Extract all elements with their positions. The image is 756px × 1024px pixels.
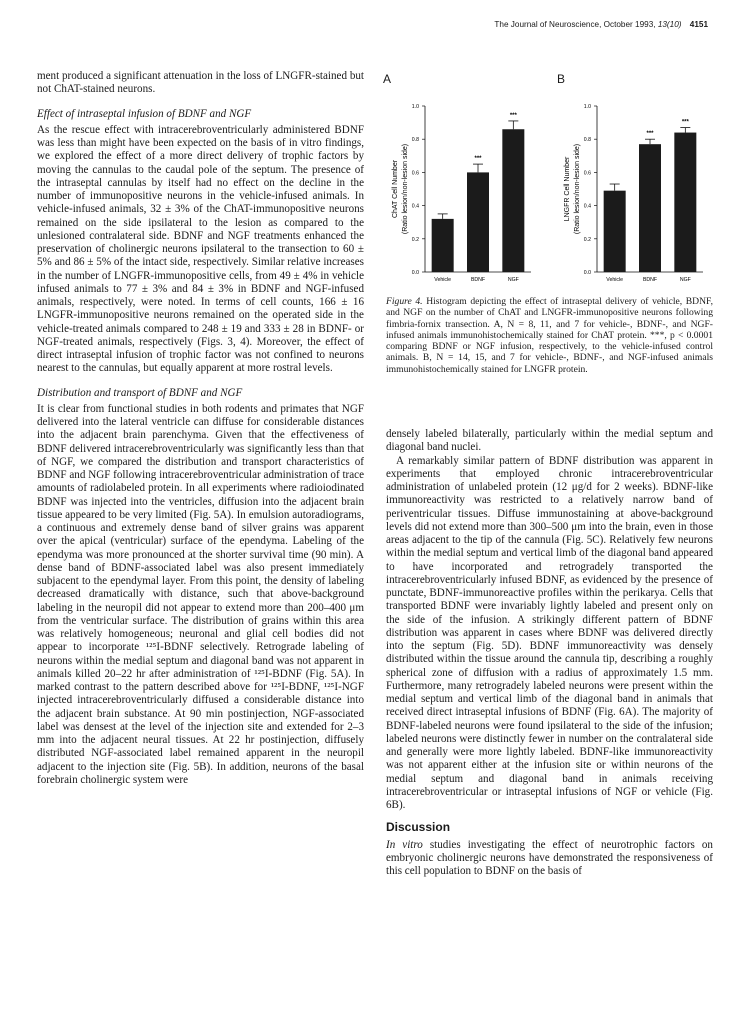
running-header — [494, 20, 708, 29]
y-axis-label: LNGFR Cell Number — [564, 156, 571, 222]
y-tick-label: 0.2 — [583, 236, 591, 243]
panel-label-a: A — [383, 72, 392, 86]
x-tick-label: NGF — [679, 277, 691, 283]
y-tick-label: 0.4 — [411, 203, 419, 210]
y-tick-label: 0.6 — [411, 170, 419, 177]
y-axis-label: (Ratio lesion/non-lesion side) — [402, 143, 409, 235]
bar — [502, 129, 524, 272]
subsection-heading: Distribution and transport of BDNF and NGF — [37, 386, 243, 399]
bar — [639, 144, 661, 272]
journal-name: The Journal of Neuroscience, October 1993, — [494, 20, 656, 29]
paragraph: ment produced a significant attenuation in the loss of LNGFR-stained but not ChAT-stained neurons. — [37, 70, 364, 96]
x-tick-label: Vehicle — [606, 277, 624, 283]
caption-text: Histogram depicting the effect of intraseptal delivery of vehicle, BDNF, and NGF on the number of ChAT and LNGFR-immunopositive neurons following fimbria-fornix transection. A, N = 8, 11, and 7 for vehicle-, BDNF-, and NGF-infused animals immunohistochemically stained for ChAT protein. ***, p < 0.0001 comparing BDNF or NGF infusion, respectively, to the vehicle-infused control animals. B, N = 14, 15, and 7 for vehicle-, BDNF-, and NGF-infused animals immunohistochemically stained for LNGFR protein. — [386, 296, 714, 375]
y-axis-label: (Ratio lesion/non-lesion side) — [574, 143, 581, 235]
y-tick-label: 0.2 — [411, 236, 419, 243]
caption-label: Figure 4. — [386, 296, 423, 307]
y-tick-label: 1.0 — [411, 104, 419, 110]
y-tick-label: 1.0 — [583, 104, 591, 110]
panel-label-b: B — [557, 72, 566, 86]
section-heading: Discussion — [386, 820, 451, 835]
italic-term: In vitro — [386, 838, 423, 851]
bar-chart-chat — [381, 74, 541, 299]
significance-marker: *** — [509, 112, 517, 119]
bar — [604, 191, 626, 272]
paragraph — [386, 839, 713, 879]
bar-chart-lngfr — [553, 74, 713, 299]
y-tick-label: 0.8 — [411, 137, 419, 144]
x-tick-label: BDNF — [470, 277, 486, 283]
figure-caption — [386, 296, 713, 375]
paragraph: A remarkably similar pattern of BDNF distribution was apparent in experiments that employed chronic intracerebroventricular administration of unlabeled protein (12 μg/d for 2 weeks). BDNF-like immunoreactivity was restricted to a relatively narrow band of periventricular tissues. Diffuse immunostaining at above-background levels did not extend more than 300–500 μm into the brain, even in those areas adjacent to the tip of the cannula (Fig. 5C). Relatively few neurons within the medial septum and vertical limb of the diagonal band appeared to have incorporated and retrogradely transported the intracerebroventricularly infused BDNF, as evidenced by the presence of punctate, BDNF-immunoreactive profiles within the perikarya. Cells that transported BDNF were invariably lightly labeled and present only on the side of the infusion. A strikingly different pattern of BDNF distribution was apparent in cases where BDNF was delivered directly into the septum (Fig. 5D). BDNF immunoreactivity was densely distributed within the tissue around the cannula tip, describing a roughly spherical zone of diffusion with a radius of approximately 1.5 mm. Furthermore, many retrogradely labeled neurons were present within the medial septum and vertical limb of the diagonal band in animals that received direct intraseptal infusions of BDNF (Fig. 6A). The majority of BDNF-labeled neurons were found ipsilateral to the side of the infusion; labeled neurons were distinctly fewer in number on the contralateral side and generally were more lightly labeled. BDNF-like immunoreactivity was not apparent either at the infusion site or within neurons of the medial septum and diagonal band in animals receiving intracerebroventricular or intraseptal infusions of NGF or vehicle (Fig. 6B). — [386, 454, 713, 811]
y-tick-label: 0.6 — [583, 170, 591, 177]
x-tick-label: BDNF — [642, 277, 658, 283]
bar — [467, 172, 489, 272]
paragraph-text: studies investigating the effect of neurotrophic factors on embryonic cholinergic neurons have demonstrated the responsiveness of this cell population to BDNF on the basis of — [386, 838, 713, 877]
y-tick-label: 0.0 — [411, 270, 419, 276]
subsection-heading: Effect of intraseptal infusion of BDNF and NGF — [37, 107, 252, 120]
y-axis-label: ChAT Cell Number — [392, 159, 399, 219]
left-column — [37, 70, 364, 787]
paragraph: It is clear from functional studies in both rodents and primates that NGF delivered into the lateral ventricle can diffuse for considerable distances into the adjacent brain parenchyma. Given that the effectiveness of BDNF delivered intracerebroventricularly was significantly less than that of NGF, we compared the distribution and transport characteristics of BDNF and NGF following intracerebroventricular administration of trace amounts of radiolabeled protein. In all experiments where radioiodinated BDNF was injected into the ventricles, diffusion into the adjacent brain tissue appeared to be very limited (Fig. 5A). In emulsion autoradiograms, a continuous and extremely dense band of silver grains was apparent over the apical (ventricular) surface of the ependyma. Labeling of the ependyma was more pronounced at the shorter survival time (90 min). A dense band of BDNF-associated label was also present immediately subjacent to the ependymal layer. From this point, the density of labeling decreased dramatically with distance, such that above-background labeling in the neuropil did not appear to extend more than 200–400 μm from the ventricular surface. The distribution of grains within this area was relatively homogeneous; neuronal and glial cell bodies did not appear to incorporate ¹²⁵I-BDNF selectively. Retrograde labeling of neurons within the medial septum and diagonal band was not apparent in animals killed 20–22 hr after administration of ¹²⁵I-BDNF (Fig. 5A). In marked contrast to the pattern described above for ¹²⁵I-BDNF, ¹²⁵I-NGF injected intracerebroventricularly diffused a considerable distance into the adjacent brain substance. At 90 min postinjection, NGF-associated label was densest at the level of the injection site and extended for 2–3 mm into the adjacent neural tissues. At 22 hr postinjection, diffusely distributed NGF-associated label remained apparent in the neuropil adjacent to the injection site (Fig. 5B). In addition, neurons of the basal forebrain cholinergic system were — [37, 402, 364, 786]
journal-volume: 13(10) — [657, 20, 682, 29]
y-tick-label: 0.0 — [583, 270, 591, 276]
y-tick-label: 0.4 — [583, 203, 591, 210]
significance-marker: *** — [646, 131, 654, 138]
right-column — [386, 428, 713, 878]
x-tick-label: NGF — [507, 277, 519, 283]
page-number: 4151 — [689, 20, 708, 29]
y-tick-label: 0.8 — [583, 137, 591, 144]
figure-4 — [381, 74, 721, 299]
x-tick-label: Vehicle — [434, 277, 452, 283]
paragraph: densely labeled bilaterally, particularly within the medial septum and diagonal band nuclei. — [386, 428, 713, 454]
bar — [432, 219, 454, 272]
paragraph: As the rescue effect with intracerebroventricularly administered BDNF was less than might have been expected on the basis of in vitro findings, we explored the effect of a more direct delivery of trophic factors by moving the cannulas to the caudal pole of the septum. The presence of the intraseptal cannulas by itself had no effect on the decline in the number of immunopositive neurons in the vehicle-infused animals. In vehicle-infused animals, 32 ± 3% of the ChAT-immunopositive neurons remained on the side ipsilateral to the lesion as compared to the unlesioned contralateral side. BDNF and NGF treatments enhanced the preservation of cholinergic neurons ipsilateral to the transection to 60 ± 5% and 86 ± 5% of the intact side, respectively. Similar relative increases in the number of LNGFR-immunopositive cells, from 49 ± 4% in vehicle infused animals to 77 ± 3% and 84 ± 3% in BDNF and NGF-infused animals, respectively, were noted. In terms of cell counts, 166 ± 16 LNGFR-immunopositive neurons remained on the operated side in the vehicle-treated animals compared to 248 ± 19 and 333 ± 28 in BDNF- or NGF-treated animals, respectively (Figs. 3, 4). Moreover, the effect of direct intraseptal infusion of trophic factor was not confined to neurons nearest to the cannulas, but equally apparent at more rostral levels. — [37, 123, 364, 375]
bar — [674, 133, 696, 272]
significance-marker: *** — [474, 156, 482, 163]
significance-marker: *** — [681, 119, 689, 126]
